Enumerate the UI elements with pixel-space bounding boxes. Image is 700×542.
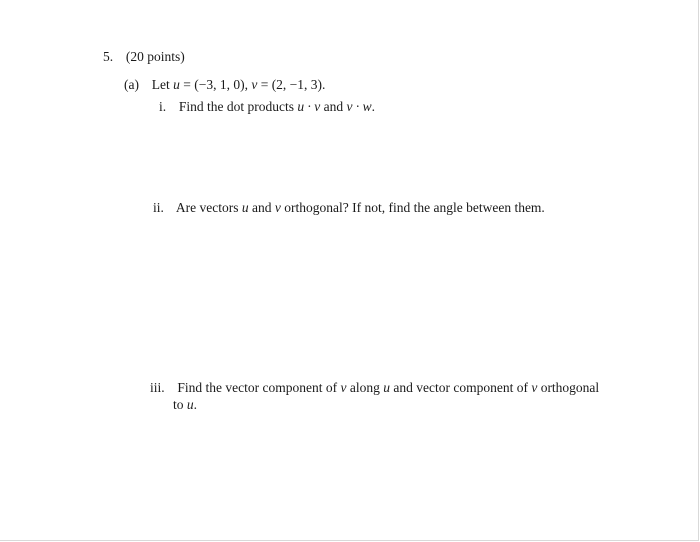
question-i (159, 98, 375, 115)
question-ii-text-1: Are vectors (175, 200, 242, 215)
question-iii-label: iii. (150, 380, 165, 395)
question-iii-text-5: to (173, 397, 187, 412)
part-a-prefix: Let (151, 77, 174, 92)
question-iii-symbol-u-1: u (383, 380, 390, 395)
question-iii-text-4: orthogonal (537, 380, 600, 395)
dot-product-uv: u · v (297, 99, 321, 114)
question-ii-text-2: and (248, 200, 275, 215)
question-i-label: i. (159, 99, 167, 114)
question-iii-line-1 (150, 379, 599, 396)
question-ii-symbol-v: v (274, 200, 281, 215)
part-a (124, 76, 325, 93)
dot-product-vw: v · w (346, 99, 372, 114)
problem-number: 5. (103, 49, 114, 64)
question-iii-symbol-v-2: v (531, 380, 538, 395)
problem-points: (20 points) (125, 49, 185, 64)
question-ii-text-3: orthogonal? If not, find the angle between them. (280, 200, 545, 215)
question-i-text-3: . (371, 99, 376, 114)
question-ii-symbol-u: u (241, 200, 249, 215)
question-i-text-2: and (320, 99, 347, 114)
question-i-text-1: Find the dot products (178, 99, 298, 114)
vector-v-definition: = (2, −1, 3). (257, 77, 326, 92)
question-iii-text-1: Find the vector component of (177, 380, 341, 395)
question-iii-text-2: along (346, 380, 384, 395)
question-ii-label: ii. (153, 200, 164, 215)
question-iii-symbol-u-2: u (186, 397, 194, 412)
vector-u-definition: = (−3, 1, 0), (179, 77, 252, 92)
question-ii (153, 199, 545, 216)
question-iii-symbol-v-1: v (340, 380, 347, 395)
question-iii-line-2 (173, 396, 197, 413)
part-a-label: (a) (124, 77, 139, 92)
question-iii-text-3: and vector component of (389, 380, 532, 395)
vector-u-symbol: u (173, 77, 180, 92)
vector-v-symbol: v (251, 77, 258, 92)
problem-header (103, 48, 185, 65)
question-iii-text-6: . (193, 397, 198, 412)
